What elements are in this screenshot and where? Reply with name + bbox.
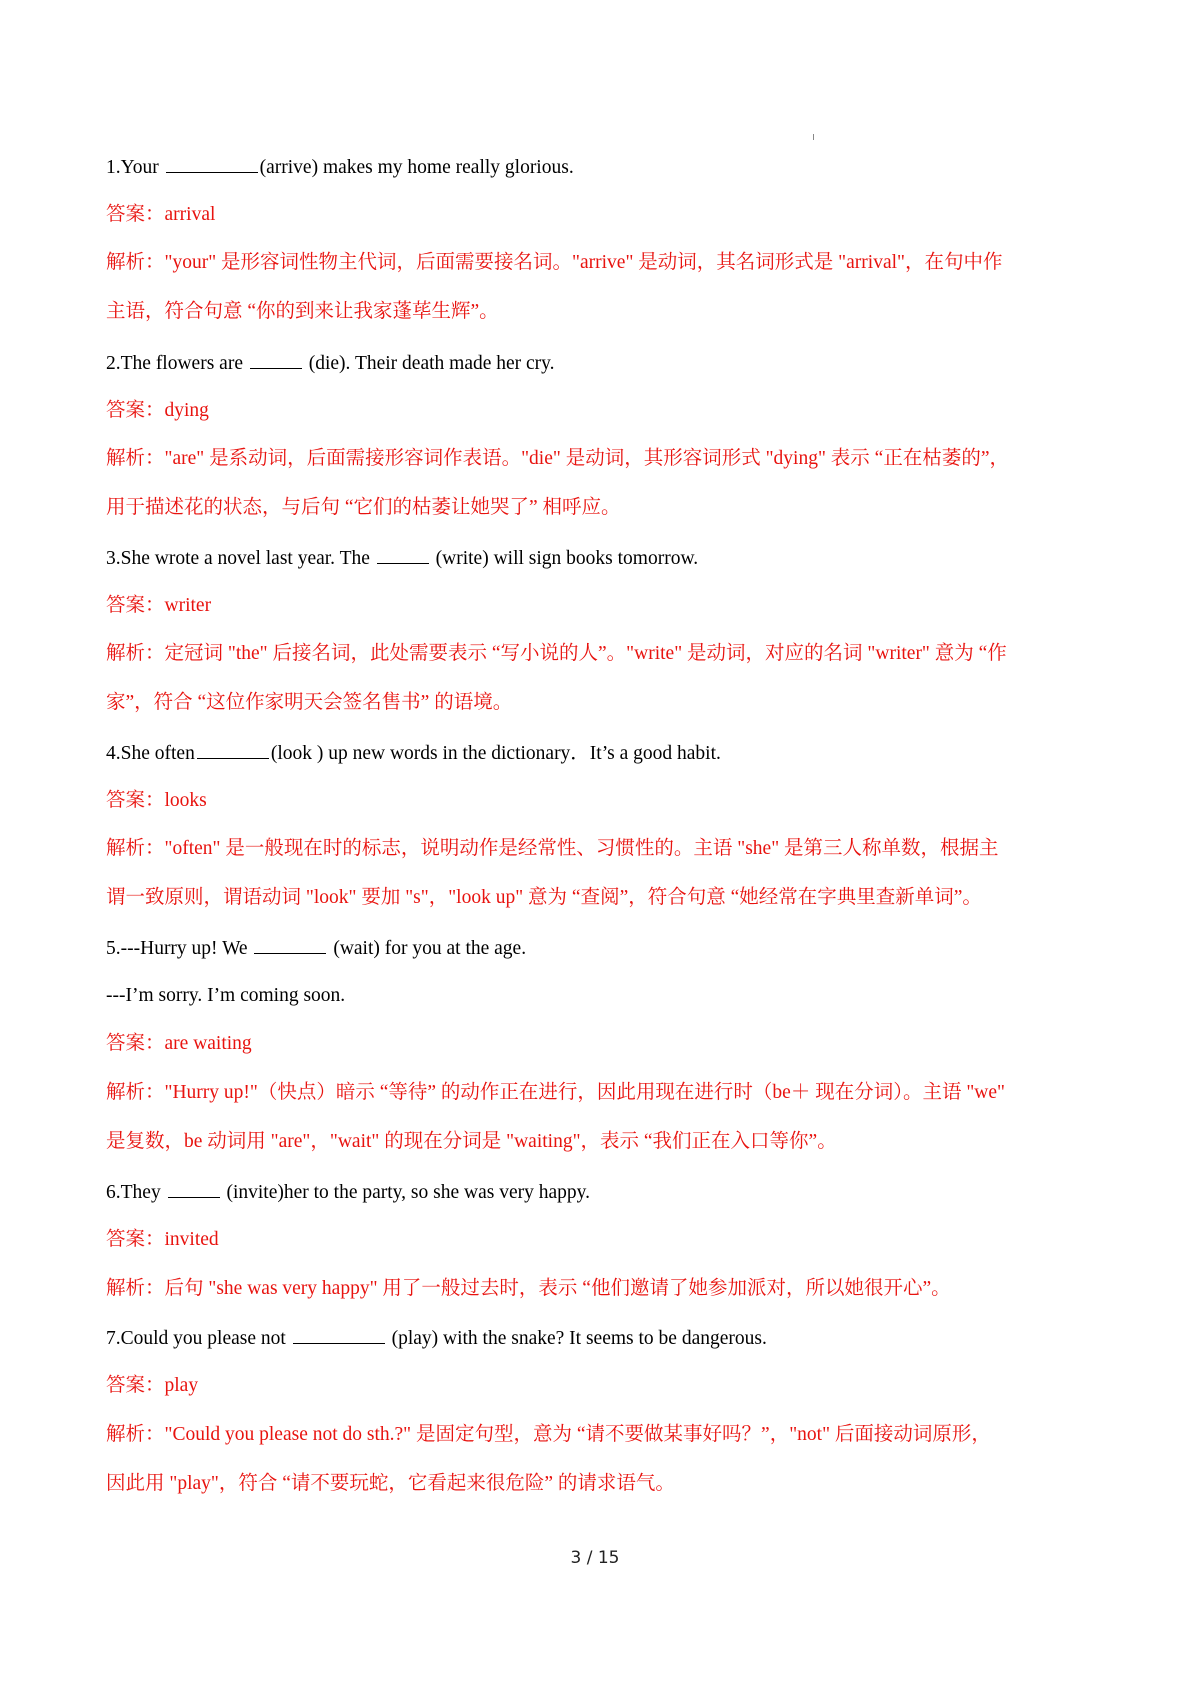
question-text-post: (arrive) makes my home really glorious.	[259, 157, 574, 178]
answer-value: looks	[164, 790, 207, 811]
answer-label: 答案：	[106, 400, 165, 421]
answer-label: 答案：	[106, 1033, 165, 1054]
answer-value: dying	[164, 400, 209, 421]
answer-blank	[254, 935, 326, 954]
question-2	[106, 350, 1096, 377]
analysis-4-line-1: 解析："often" 是一般现在时的标志，说明动作是经常性、习惯性的。主语 "she" 是第三人称单数，根据主	[106, 838, 999, 859]
question-text-pre: 7.Could you please not	[106, 1328, 291, 1349]
question-text-pre: 5.---Hurry up! We	[106, 938, 253, 959]
analysis-2-line-1: 解析："are" 是系动词，后面需接形容词作表语。"die" 是动词，其形容词形式 "dying" 表示 “正在枯萎的”，	[106, 448, 1009, 469]
question-text-post: (write) will sign books tomorrow.	[430, 548, 699, 569]
analysis-1-line-1: 解析："your" 是形容词性物主代词，后面需要接名词。"arrive" 是动词，其名词形式是 "arrival"，在句中作	[106, 252, 1003, 273]
page-number: 3 / 15	[570, 1548, 620, 1568]
question-text-pre: 1.Your	[106, 157, 164, 178]
question-1	[106, 154, 1096, 181]
question-7	[106, 1325, 1096, 1352]
answer-label: 答案：	[106, 790, 165, 811]
analysis-5-line-2: 是复数，be 动词用 "are"，"wait" 的现在分词是 "waiting"，表示 “我们正在入口等你”。	[106, 1131, 837, 1152]
answer-7	[106, 1373, 1096, 1399]
answer-blank	[166, 154, 258, 173]
analysis-5-line-1: 解析："Hurry up!"（快点）暗示 “等待” 的动作正在进行，因此用现在进行时（be＋ 现在分词）。主语 "we"	[106, 1082, 1005, 1103]
analysis-3-line-1: 解析：定冠词 "the" 后接名词，此处需要表示 “写小说的人”。"write" 是动词，对应的名词 "writer" 意为 “作	[106, 643, 1007, 664]
answer-5	[106, 1031, 1096, 1057]
answer-label: 答案：	[106, 595, 165, 616]
analysis-1-line-2: 主语，符合句意 “你的到来让我家蓬荜生辉”。	[106, 301, 499, 322]
question-text-pre: 4.She often	[106, 743, 195, 764]
question-text-pre: 6.They	[106, 1182, 166, 1203]
answer-blank	[168, 1179, 220, 1198]
analysis-7-line-1: 解析："Could you please not do sth.?" 是固定句型，意为 “请不要做某事好吗？”，"not" 后面接动词原形，	[106, 1424, 991, 1445]
answer-1	[106, 202, 1096, 228]
question-text-post: (die). Their death made her cry.	[303, 353, 555, 374]
answer-2	[106, 398, 1096, 424]
answer-value: are waiting	[164, 1033, 252, 1054]
answer-6	[106, 1227, 1096, 1253]
analysis-2-line-2: 用于描述花的状态，与后句 “它们的枯萎让她哭了” 相呼应。	[106, 497, 621, 518]
question-5	[106, 935, 1096, 962]
decorative-mark	[813, 134, 814, 140]
answer-label: 答案：	[106, 1375, 165, 1396]
analysis-6-line-1: 解析：后句 "she was very happy" 用了一般过去时，表示 “他们邀请了她参加派对，所以她很开心”。	[106, 1278, 951, 1299]
answer-blank	[197, 740, 269, 759]
question-text-post: (play) with the snake? It seems to be dangerous.	[386, 1328, 767, 1349]
answer-value: invited	[164, 1229, 219, 1250]
answer-blank	[250, 350, 302, 369]
question-text-post: (invite)her to the party, so she was very happy.	[221, 1182, 590, 1203]
answer-3	[106, 593, 1096, 619]
analysis-7-line-2: 因此用 "play"，符合 “请不要玩蛇，它看起来很危险” 的请求语气。	[106, 1473, 675, 1494]
answer-blank	[293, 1325, 385, 1344]
question-text-post: (look ) up new words in the dictionary．It’s a good habit.	[270, 743, 721, 764]
question-text-pre: 3.She wrote a novel last year. The	[106, 548, 375, 569]
analysis-3-line-2: 家”，符合 “这位作家明天会签名售书” 的语境。	[106, 692, 513, 713]
answer-value: play	[164, 1375, 199, 1396]
answer-label: 答案：	[106, 204, 165, 225]
question-4	[106, 740, 1096, 767]
question-text-pre: 2.The flowers are	[106, 353, 248, 374]
answer-value: writer	[164, 595, 212, 616]
question-5-reply: ---I’m sorry. I’m coming soon.	[106, 985, 346, 1006]
analysis-4-line-2: 谓一致原则，谓语动词 "look" 要加 "s"，"look up" 意为 “查阅”，符合句意 “她经常在字典里查新单词”。	[106, 887, 982, 908]
answer-blank	[377, 545, 429, 564]
question-3	[106, 545, 1096, 572]
answer-label: 答案：	[106, 1229, 165, 1250]
answer-value: arrival	[164, 204, 216, 225]
answer-4	[106, 788, 1096, 814]
question-6	[106, 1179, 1096, 1206]
question-text-post: (wait) for you at the age.	[328, 938, 527, 959]
